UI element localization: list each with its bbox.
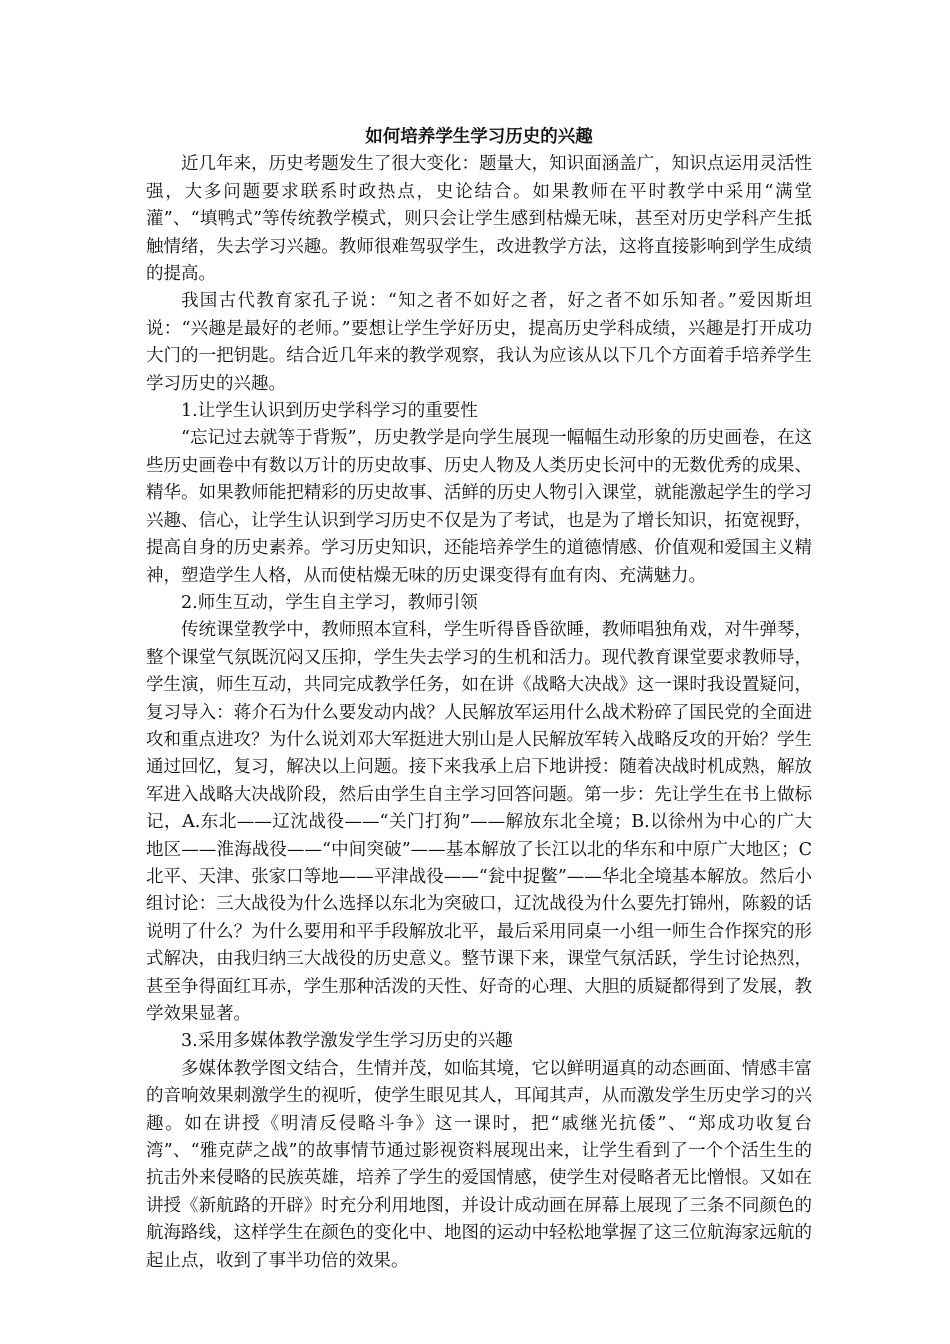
section-3-body: 多媒体教学图文结合，生情并茂，如临其境，它以鲜明逼真的动态画面、情感丰富的音响效果刺激学生的视听，使学生眼见其人，耳闻其声，从而激发学生历史学习的兴趣。如在讲授《明清反侵略斗争》这一课时，把“戚继光抗倭”、“郑成功收复台湾”、“雅克萨之战”的故事情节通过影视资料展现出来，让学生看到了一个个活生生的抗击外来侵略的民族英雄，培养了学生的爱国情感，使学生对侵略者无比憎恨。又如在讲授《新航路的开辟》时充分利用地图，并设计成动画在屏幕上展现了三条不同颜色的航海路线，这样学生在颜色的变化中、地图的运动中轻松地掌握了这三位航海家远航的起止点，收到了事半功倍的效果。	[146, 1058, 812, 1271]
document-title: 如何培养学生学习历史的兴趣	[365, 127, 593, 147]
section-2-heading: 2.师生互动，学生自主学习，教师引领	[181, 592, 478, 613]
document-body	[146, 124, 812, 1275]
intro-paragraph-2: 我国古代教育家孔子说：“知之者不如好之者，好之者不如乐知者。”爱因斯坦说：“兴趣是最好的老师。”要想让学生学好历史，提高历史学科成绩，兴趣是打开成功大门的一把钥匙。结合近几年来的教学观察，我认为应该从以下几个方面着手培养学生学习历史的兴趣。	[146, 291, 812, 394]
section-1-heading: 1.让学生认识到历史学科学习的重要性	[181, 401, 478, 422]
section-3-heading: 3.采用多媒体教学激发学生学习历史的兴趣	[181, 1031, 513, 1052]
section-2-body: 传统课堂教学中，教师照本宣科，学生听得昏昏欲睡，教师唱独角戏，对牛弹琴，整个课堂气氛既沉闷又压抑，学生失去学习的生机和活力。现代教育课堂要求教师导，学生演，师生互动，共同完成教学任务，如在讲《战略大决战》这一课时我设置疑问，复习导入：蒋介石为什么要发动内战？人民解放军运用什么战术粉碎了国民党的全面进攻和重点进攻？为什么说刘邓大军挺进大别山是人民解放军转入战略反攻的开始？学生通过回忆，复习，解决以上问题。接下来我承上启下地讲授：随着决战时机成熟，解放军进入战略大决战阶段，然后由学生自主学习回答问题。第一步：先让学生在书上做标记，A.东北——辽沈战役——“关门打狗”——解放东北全境；B.以徐州为中心的广大地区——淮海战役——“中间突破”——基本解放了长江以北的华东和中原广大地区；C北平、天津、张家口等地——平津战役——“瓮中捉鳖”——华北全境基本解放。然后小组讨论：三大战役为什么选择以东北为突破口，辽沈战役为什么要先打锦州，陈毅的话说明了什么？为什么要用和平手段解放北平，最后采用同桌一小组一师生合作探究的形式解决，由我归纳三大战役的历史意义。整节课下来，课堂气氛活跃，学生讨论热烈，甚至争得面红耳赤，学生那种活泼的天性、好奇的心理、大胆的质疑都得到了发展，教学效果显著。	[146, 620, 812, 1024]
intro-paragraph-1: 近几年来，历史考题发生了很大变化：题量大，知识面涵盖广，知识点运用灵活性强，大多问题要求联系时政热点，史论结合。如果教师在平时教学中采用“满堂灌”、“填鸭式”等传统教学模式，则只会让学生感到枯燥无味，甚至对历史学科产生抵触情绪，失去学习兴趣。教师很难驾驭学生，改进教学方法，这将直接影响到学生成绩的提高。	[146, 154, 812, 285]
section-1-body: “忘记过去就等于背叛”，历史教学是向学生展现一幅幅生动形象的历史画卷，在这些历史画卷中有数以万计的历史故事、历史人物及人类历史长河中的无数优秀的成果、精华。如果教师能把精彩的历史故事、活鲜的历史人物引入课堂，就能激起学生的学习兴趣、信心，让学生认识到学习历史不仅是为了考试，也是为了增长知识，拓宽视野，提高自身的历史素养。学习历史知识，还能培养学生的道德情感、价值观和爱国主义精神，塑造学生人格，从而使枯燥无味的历史课变得有血有肉、充满魅力。	[146, 428, 812, 586]
